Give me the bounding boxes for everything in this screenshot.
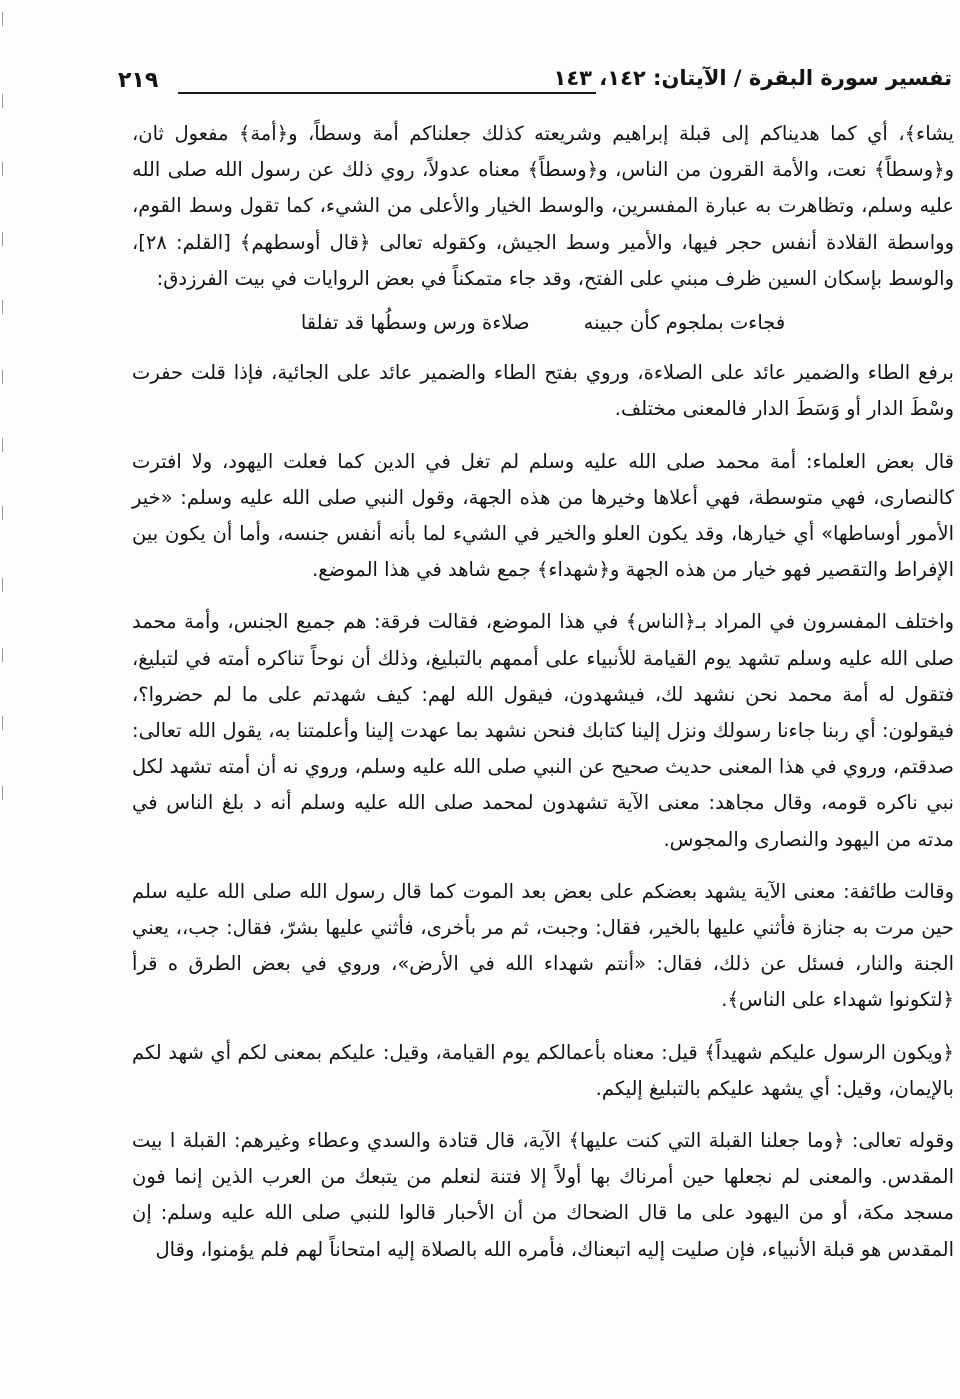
- paragraph-2: برفع الطاء والضمير عائد على الصلاءة، وروي بفتح الطاء والضمير عائد على الجائية، فإذا قلت حفرت وسْطَ الدار أو وَسَطَ الدار فالمعنى مختلف.: [132, 361, 954, 421]
- paragraph-4: واختلف المفسرون في المراد بـ﴿الناس﴾ في هذا الموضع، فقالت فرقة: هم جميع الجنس، وأمة محمد صلى الله عليه وسلم تشهد يوم القيامة للأنبياء على أممهم بالتبليغ، وذلك أن نوحاً تناكره أمته في لتبليغ، فتقول له أمة محمد نحن نشهد لك، فيشهدون، فيقول الله لهم: كيف شهدتم على ما لم حضروا؟، فيقولون: أي ربنا جاءنا رسولك ونزل إلينا كتابك فنحن نشهد بما عهدت إلينا وأعلمتنا به، يقول الله تعالى: صدقتم، وروي في هذا المعنى حديث صحيح عن النبي صلى الله عليه وسلم، وروي نه أن أمته تشهد لكل نبي ناكره قومه، وقال مجاهد: معنى الآية تشهدون لمحمد صلى الله عليه وسلم أنه د بلغ الناس في مدته من اليهود والنصارى والمجوس.: [132, 610, 954, 851]
- paragraph-6: ﴿ويكون الرسول عليكم شهيداً﴾ قيل: معناه بأعمالكم يوم القيامة، وقيل: عليكم بمعنى لكم أي شهد لكم بالإيمان، وقيل: أي يشهد عليكم بالتبليغ إليكم.: [132, 1040, 954, 1100]
- paragraph-5: وقالت طائفة: معنى الآية يشهد بعضكم على بعض بعد الموت كما قال رسول الله صلى الله عليه سلم حين مرت به جنازة فأثني عليها بالخير، فقال: وجبت، ثم مر بأخرى، فأثني عليها بشرّ، فقال: جب،، يعني الجنة والنار، فسئل عن ذلك، فقال: «أنتم شهداء الله في الأرض»، وروي في بعض الطرق ه قرأ ﴿لتكونوا شهداء على الناس﴾.: [132, 879, 954, 1012]
- body-text: [132, 116, 954, 1284]
- paragraph-7: وقوله تعالى: ﴿وما جعلنا القبلة التي كنت عليها﴾ الآية، قال قتادة والسدي وعطاء وغيرهم: القبلة ا بيت المقدس. والمعنى لم نجعلها حين أمرناك بها أولاً إلا فتنة لنعلم من يتبعك من العرب الذين إنما فون مسجد مكة، أو من اليهود على ما قال الضحاك من أن الأحبار قالوا للنبي صلى الله عليه وسلم: إن المقدس هو قبلة الأنبياء، فإن صليت إليه اتبعناك، فأمره الله بالصلاة إليه امتحاناً لهم فلم يؤمنوا، وقال: [132, 1129, 954, 1261]
- scan-edge-marks: [2, 0, 5, 1399]
- running-header: [118, 66, 952, 106]
- header-rule: [178, 92, 596, 94]
- verse-hemistich-first: فجاءت بملجوم كأن جبينه: [583, 311, 786, 335]
- running-title: تفسير سورة البقرة / الآيتان: ١٤٢، ١٤٣: [553, 66, 952, 90]
- paragraph-1: يشاء﴾، أي كما هديناكم إلى قبلة إبراهيم وشريعته كذلك جعلناكم أمة وسطاً، و﴿أمة﴾ مفعول ثان، و﴿وسطاً﴾ نعت، والأمة القرون من الناس، و﴿وسطاً﴾ معناه عدولاً، روي ذلك عن رسول الله صلى الله عليه وسلم، وتظاهرت به عبارة المفسرين، والوسط الخيار والأعلى من الشيء، كما تقول وسط القوم، وواسطة القلادة أنفس حجر فيها، والأمير وسط الجيش، وكقوله تعالى ﴿قال أوسطهم﴾ [القلم: ٢٨]، والوسط بإسكان السين ظرف مبني على الفتح، وقد جاء متمكناً في بعض الروايات في بيت الفرزدق:: [132, 122, 954, 290]
- page-number: ٢١٩: [118, 68, 159, 93]
- poetry-verse: [132, 305, 954, 341]
- paragraph-3: قال بعض العلماء: أمة محمد صلى الله عليه وسلم لم تغل في الدين كما فعلت اليهود، ولا افترت كالنصارى، فهي متوسطة، فهي أعلاها وخيرها من هذه الجهة، وقول النبي صلى الله عليه وسلم: «خير الأمور أوساطها» أي خيارها، وقد يكون العلو والخير في الشيء لما بأنه أنفس جنسه، وأما أن يكون بين الإفراط والتقصير فهو خيار من هذه الجهة و﴿شهداء﴾ جمع شاهد في هذا الموضع.: [132, 449, 954, 582]
- verse-hemistich-second: صلاءة ورس وسطُها قد تفلقا: [300, 311, 530, 335]
